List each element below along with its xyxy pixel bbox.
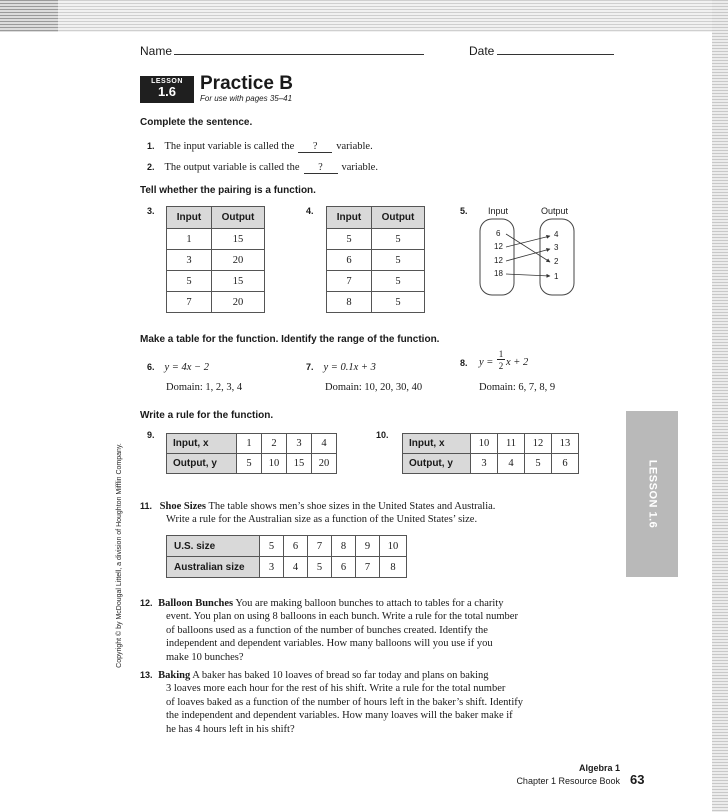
- question-number-3: 3.: [147, 206, 155, 216]
- input-output-table-4: [326, 206, 425, 313]
- function-rule: y = 4x − 2: [164, 362, 210, 373]
- question-number: 13.: [140, 670, 153, 680]
- table-cell: 5: [260, 536, 284, 557]
- table-cell: 5: [237, 454, 262, 474]
- row-label-us: U.S. size: [167, 536, 260, 557]
- problem-text: of loaves baked as a function of the number of hours left in the baker’s shift. Identify: [166, 696, 523, 708]
- table-cell: 15: [212, 229, 265, 250]
- table-cell: 7: [327, 271, 372, 292]
- name-label: Name: [140, 44, 173, 58]
- lesson-badge-number: 1.6: [157, 84, 177, 99]
- question-number: 1.: [147, 141, 155, 151]
- top-left-decorative-band: [0, 0, 58, 32]
- table-cell: 9: [356, 536, 380, 557]
- table-cell: 5: [372, 229, 425, 250]
- table-cell: 20: [212, 250, 265, 271]
- question-number: 7.: [306, 362, 314, 372]
- table-header: Output: [212, 207, 265, 229]
- table-cell: 13: [552, 434, 579, 454]
- mapping-input-value: 18: [494, 269, 503, 278]
- problem-text: 3 loaves more each hour for the rest of his shift. Write a rule for the total number: [166, 683, 506, 695]
- domain-text: Domain: 10, 20, 30, 40: [325, 382, 423, 393]
- problem-13: [140, 669, 610, 736]
- lesson-side-tab-label: LESSON 1.6: [646, 459, 659, 529]
- problem-title: Balloon Bunches: [158, 598, 234, 609]
- question-text-end: variable.: [341, 162, 378, 173]
- table-cell: 15: [212, 271, 265, 292]
- question-text-end: variable.: [336, 141, 373, 152]
- section-heading-function: Tell whether the pairing is a function.: [140, 185, 316, 196]
- problem-text: The table shows men’s shoe sizes in the United States and Australia.: [208, 501, 496, 512]
- problem-text: event. You plan on using 8 balloons in each bunch. Write a rule for the total number: [166, 611, 518, 623]
- footer-chapter: Chapter 1 Resource Book: [516, 776, 620, 786]
- right-decorative-strip: [712, 0, 728, 812]
- table-cell: 10: [262, 454, 287, 474]
- table-cell: 3: [260, 557, 284, 578]
- table-cell: 3: [471, 454, 498, 474]
- question-number-4: 4.: [306, 206, 314, 216]
- function-rule-suffix: x + 2: [506, 357, 529, 368]
- question-7: [306, 357, 376, 375]
- mapping-input-value: 12: [494, 256, 503, 265]
- table-cell: 7: [167, 292, 212, 313]
- table-cell: 5: [525, 454, 552, 474]
- table-cell: 5: [167, 271, 212, 292]
- mapping-output-label: Output: [541, 206, 569, 216]
- lesson-badge: [140, 76, 194, 103]
- copyright-notice: Copyright © by McDougal Littell, a division of Houghton Mifflin Company.: [115, 442, 123, 668]
- shoe-size-table: [166, 535, 407, 578]
- problem-title: Shoe Sizes: [159, 501, 207, 512]
- problem-text: You are making balloon bunches to attach to tables for a charity: [235, 598, 504, 609]
- table-cell: 7: [308, 536, 332, 557]
- mapping-input-label: Input: [488, 206, 509, 216]
- fraction-numerator: 1: [498, 349, 504, 359]
- table-cell: 15: [287, 454, 312, 474]
- mapping-output-value: 1: [554, 272, 559, 281]
- question-1: [147, 136, 373, 154]
- date-field[interactable]: [497, 54, 614, 55]
- row-label-input: Input, x: [167, 434, 237, 454]
- table-cell: 2: [262, 434, 287, 454]
- copyright-wrap: [112, 430, 126, 680]
- table-cell: 5: [308, 557, 332, 578]
- question-number: 12.: [140, 598, 153, 608]
- mapping-output-value: 2: [554, 257, 559, 266]
- problem-text: the independent and dependent variables. How many loaves will the baker make if: [166, 710, 513, 722]
- table-cell: 3: [287, 434, 312, 454]
- mapping-arrow: [506, 236, 550, 247]
- mapping-input-value: 12: [494, 242, 503, 251]
- input-output-table-3: [166, 206, 265, 313]
- problem-text: make 10 bunches?: [166, 651, 244, 663]
- name-field[interactable]: [174, 54, 424, 55]
- problem-text: independent and dependent variables. How many balloons will you use if you: [166, 638, 493, 650]
- rule-table-10: [402, 433, 579, 474]
- question-number-8: 8.: [460, 358, 468, 368]
- table-cell: 1: [237, 434, 262, 454]
- table-cell: 1: [167, 229, 212, 250]
- question-6: [147, 357, 209, 375]
- domain-text: Domain: 1, 2, 3, 4: [166, 382, 243, 393]
- row-label-output: Output, y: [403, 454, 471, 474]
- table-cell: 10: [380, 536, 407, 557]
- mapping-output-value: 3: [554, 243, 559, 252]
- table-cell: 4: [284, 557, 308, 578]
- fraction-denominator: 2: [498, 361, 504, 371]
- section-heading-complete: Complete the sentence.: [140, 117, 253, 128]
- function-rule: y = 0.1x + 3: [323, 362, 376, 373]
- question-text: The output variable is called the: [164, 162, 300, 173]
- table-cell: 3: [167, 250, 212, 271]
- question-number-5: 5.: [460, 206, 468, 216]
- table-header: Input: [327, 207, 372, 229]
- table-cell: 5: [372, 271, 425, 292]
- answer-blank[interactable]: ?: [304, 162, 338, 174]
- table-header: Output: [372, 207, 425, 229]
- date-label: Date: [469, 44, 495, 58]
- table-cell: 6: [327, 250, 372, 271]
- problem-text: A baker has baked 10 loaves of bread so far today and plans on baking: [192, 670, 489, 681]
- table-cell: 20: [312, 454, 337, 474]
- table-cell: 11: [498, 434, 525, 454]
- question-number-9: 9.: [147, 430, 155, 440]
- lesson-badge-label: LESSON: [151, 78, 183, 85]
- question-2: [147, 157, 378, 175]
- table-cell: 4: [498, 454, 525, 474]
- question-number: 2.: [147, 162, 155, 172]
- mapping-output-value: 4: [554, 230, 559, 239]
- problem-title: Baking: [158, 670, 191, 681]
- row-label-australian: Australian size: [167, 557, 260, 578]
- table-cell: 6: [332, 557, 356, 578]
- table-cell: 8: [327, 292, 372, 313]
- table-cell: 20: [212, 292, 265, 313]
- domain-text: Domain: 6, 7, 8, 9: [479, 382, 556, 393]
- top-decorative-band: [0, 0, 728, 32]
- page-subtitle: For use with pages 35–41: [200, 94, 293, 103]
- question-number-10: 10.: [376, 430, 389, 440]
- section-heading-range: Make a table for the function. Identify the range of the function.: [140, 334, 440, 345]
- section-heading-rule: Write a rule for the function.: [140, 410, 274, 421]
- problem-text: he has 4 hours left in his shift?: [166, 723, 295, 735]
- page-title: Practice B: [200, 73, 293, 94]
- table-cell: 6: [284, 536, 308, 557]
- mapping-arrow: [506, 249, 550, 261]
- table-cell: 8: [332, 536, 356, 557]
- question-text: The input variable is called the: [164, 141, 295, 152]
- problem-12: [140, 597, 610, 664]
- table-cell: 5: [372, 250, 425, 271]
- table-cell: 7: [356, 557, 380, 578]
- lesson-side-tab-label-wrap: [626, 411, 678, 577]
- problem-11: [140, 500, 610, 527]
- mapping-input-value: 6: [496, 229, 501, 238]
- rule-table-9: [166, 433, 337, 474]
- table-cell: 6: [552, 454, 579, 474]
- footer-book: Algebra 1: [578, 763, 620, 773]
- table-cell: 4: [312, 434, 337, 454]
- mapping-arrow: [506, 274, 550, 276]
- function-rule-prefix: y =: [479, 357, 494, 368]
- mapping-diagram: [470, 216, 582, 300]
- row-label-input: Input, x: [403, 434, 471, 454]
- table-cell: 8: [380, 557, 407, 578]
- question-number: 11.: [140, 501, 153, 511]
- answer-blank[interactable]: ?: [298, 141, 332, 153]
- problem-text: of balloons used as a function of the number of bunches created. Identify the: [166, 624, 488, 636]
- table-cell: 5: [372, 292, 425, 313]
- page-number: 63: [630, 772, 645, 787]
- mapping-arrow: [506, 234, 550, 262]
- table-cell: 12: [525, 434, 552, 454]
- table-cell: 5: [327, 229, 372, 250]
- table-cell: 10: [471, 434, 498, 454]
- question-number: 6.: [147, 362, 155, 372]
- row-label-output: Output, y: [167, 454, 237, 474]
- problem-text: Write a rule for the Australian size as a function of the United States’ size.: [166, 514, 478, 526]
- table-header: Input: [167, 207, 212, 229]
